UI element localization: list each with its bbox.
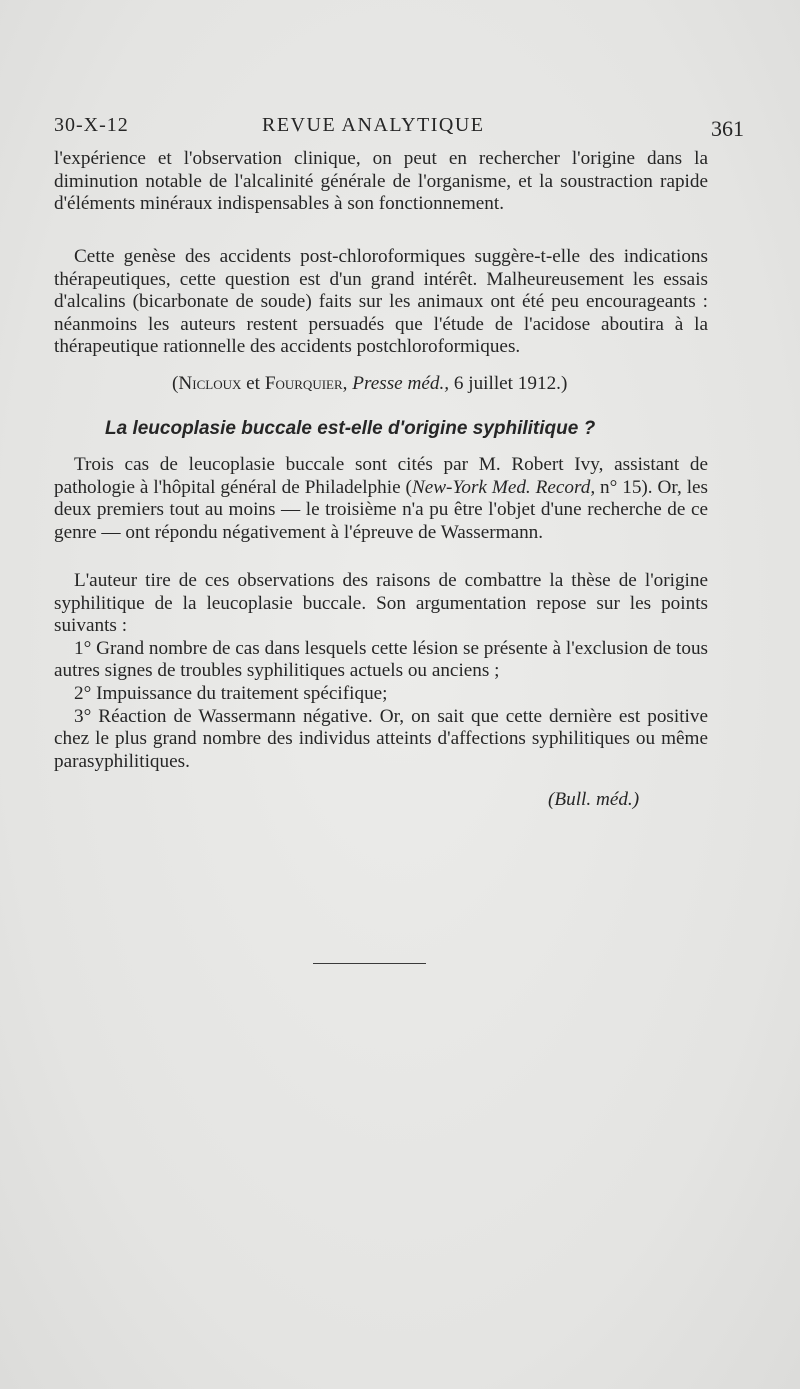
paragraph-cases xyxy=(54,454,708,544)
paragraph-text xyxy=(54,454,708,544)
citation-open: ( xyxy=(172,373,179,394)
page-number: 361 xyxy=(711,116,744,141)
paragraph-therapeutics xyxy=(54,246,708,359)
citation-author-2: Fourquier xyxy=(264,373,343,394)
header-date: 30-X-12 xyxy=(54,114,129,136)
paragraph-text: L'auteur tire de ces observations des raisons de combattre la thèse de l'origine syphilitique de la leucoplasie buccale. Son argumentation repose sur les points suivants : xyxy=(54,570,708,637)
list-item: 3° Réaction de Wassermann négative. Or, on sait que cette dernière est positive chez le plus grand nombre des individus atteints d'affections syphilitiques ou même parasyphilitiques. xyxy=(54,705,708,772)
list-item: 2° Impuissance du traitement spécifique; xyxy=(74,682,388,704)
citation-author-1: Nicloux xyxy=(178,373,242,394)
running-header xyxy=(54,114,754,142)
citation-nicloux xyxy=(172,373,567,395)
citation-bull-med: (Bull. méd.) xyxy=(548,789,640,810)
paragraph-text: Cette genèse des accidents post-chloroformiques suggère-t-elle des indications thérapeutiques, cette question est d'un grand intérêt. Malheureusement les essais d'alcalins (bicarbonate de soude) faits sur les animaux ont été peu encourageants : néanmoins les auteurs restent persuadés que l'étude de l'acidose aboutira à la thérapeutique rationnelle des accidents postchloroformiques. xyxy=(54,246,708,358)
list-item: 1° Grand nombre de cas dans lesquels cette lésion se présente à l'exclusion de tous autres signes de troubles syphilitiques actuels ou anciens ; xyxy=(54,637,708,682)
section-divider xyxy=(313,963,426,964)
journal-name: New-York Med. Record, xyxy=(411,476,596,498)
paragraph-continuation xyxy=(54,148,708,216)
citation-separator: , xyxy=(342,373,353,394)
article-title: La leucoplasie buccale est-elle d'origine syphilitique ? xyxy=(105,418,596,439)
citation-date: 6 juillet 1912.) xyxy=(449,373,568,394)
header-title: REVUE ANALYTIQUE xyxy=(262,114,485,136)
paragraph-text-part: Trois cas de leucoplasie buccale sont cités par M. Robert Ivy, assistant de pathologie à l'hôpital général de Philadelphie ( xyxy=(54,454,708,498)
citation-conjunction: et xyxy=(241,373,265,394)
paragraph-text: l'expérience et l'observation clinique, on peut en rechercher l'origine dans la diminution notable de l'alcalinité générale de l'organisme, et la soustraction rapide d'éléments minéraux indispensables à son fonctionnement. xyxy=(54,148,708,215)
paragraph-argument xyxy=(54,570,708,773)
paragraph-text-part: n° 15). Or, les deux premiers tout au moins — le troisième n'a pu être l'objet d'une recherche de ce genre — ont répondu négativement à l'épreuve de Wassermann. xyxy=(54,476,709,543)
citation-journal: Presse méd., xyxy=(352,373,450,394)
